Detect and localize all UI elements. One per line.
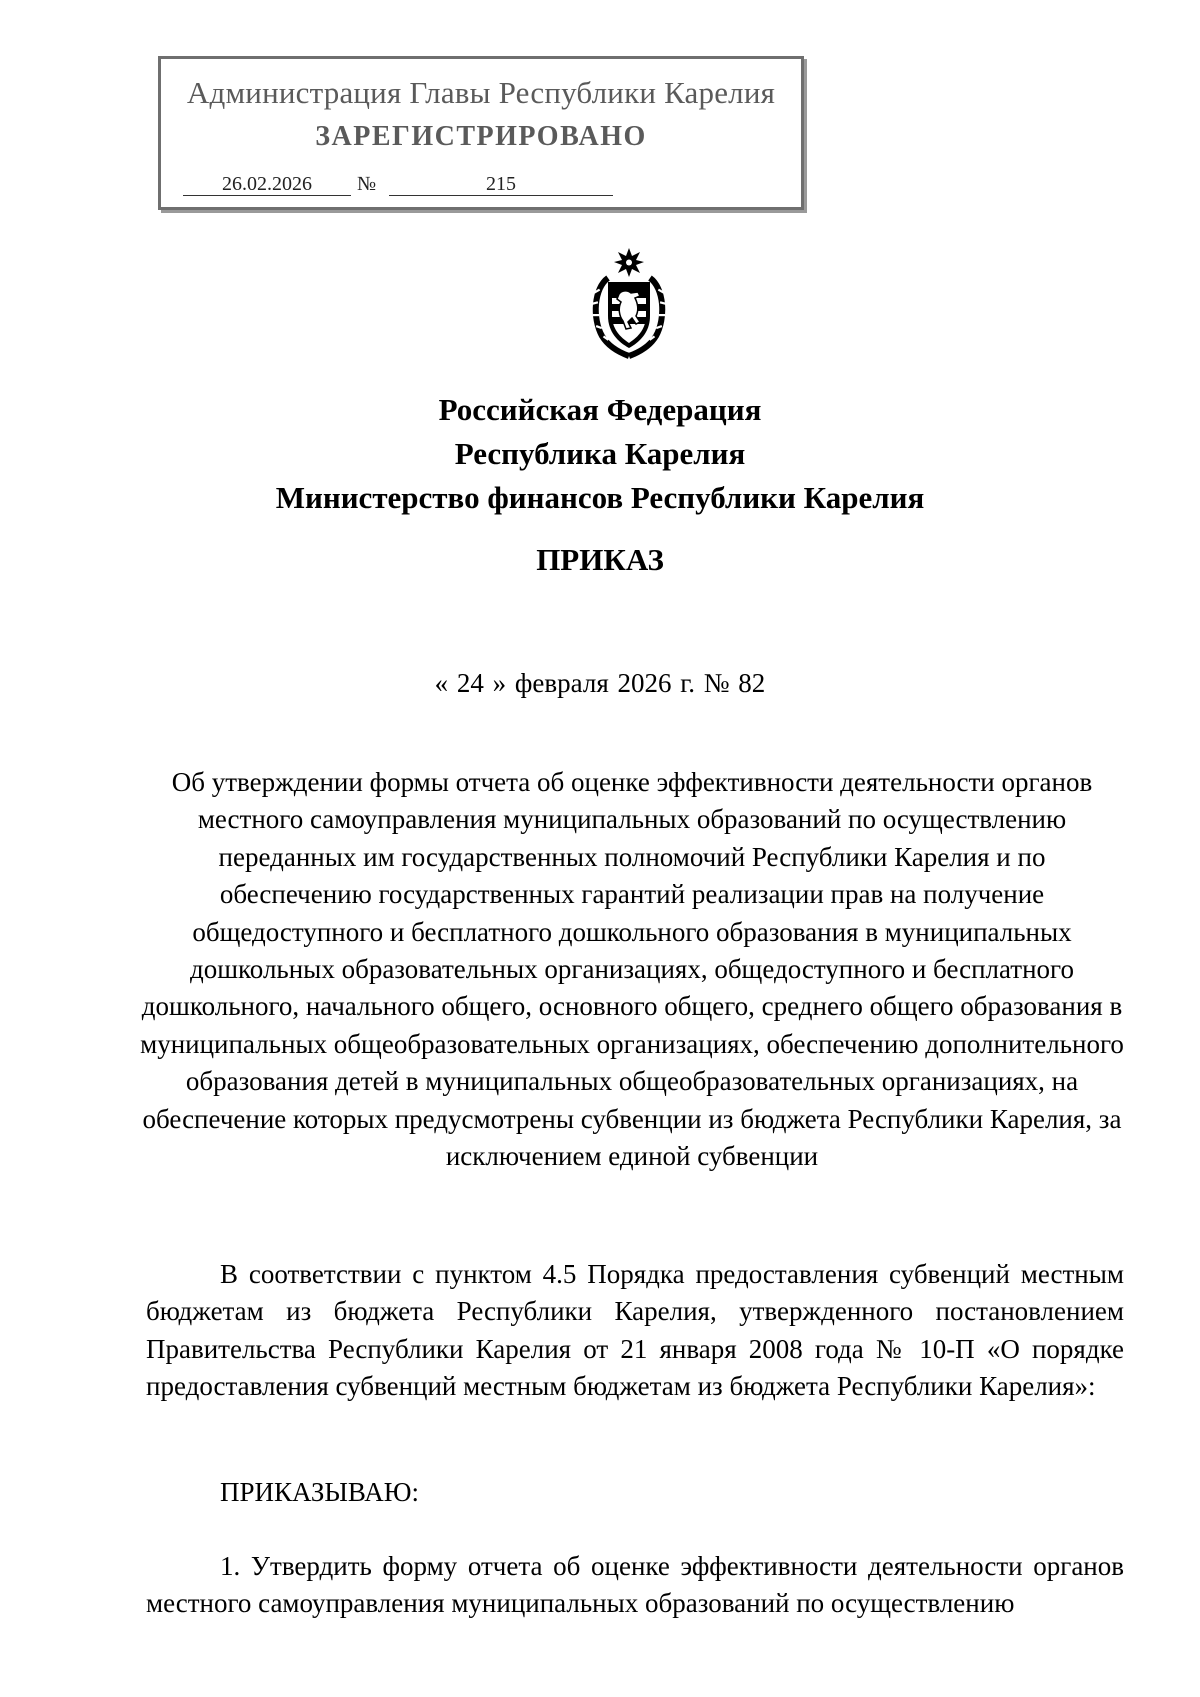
order-item-1: 1. Утвердить форму отчета об оценке эффективности деятельности органов местного самоуправления муниципальных образований по осуществлению [146, 1551, 1124, 1619]
preamble-paragraph: В соответствии с пунктом 4.5 Порядка предоставления субвенций местным бюджетам из бюджета Республики Карелия, утвержденного постановлением Правительства Республики Карелия от 21 января 2008 года № 10-П «О порядке предоставления субвенций местным бюджетам из бюджета Республики Карелия»: [146, 1259, 1124, 1402]
document-header [0, 388, 1200, 520]
registration-stamp [158, 56, 804, 210]
document-type-title: ПРИКАЗ [536, 542, 664, 577]
header-ministry: Министерство финансов Республики Карелия [275, 480, 925, 515]
header-country: Российская Федерация [438, 392, 762, 427]
header-republic: Республика Карелия [454, 436, 746, 471]
stamp-date: 26.02.2026 [183, 173, 351, 196]
stamp-number-sign: № [357, 173, 377, 195]
stamp-status: ЗАРЕГИСТРИРОВАНО [315, 121, 647, 152]
stamp-organization: Администрация Главы Республики Карелия [186, 75, 776, 110]
karelia-coat-of-arms-icon [586, 248, 672, 360]
order-word: ПРИКАЗЫВАЮ: [220, 1477, 419, 1507]
order-subject: Об утверждении формы отчета об оценке эффективности деятельности органов местного самоуправления муниципальных образований по осуществлению переданных им государственных полномочий Республики Карелия и по обеспечению государственных гарантий реализации прав на получение общедоступного и бесплатного дошкольного образования в муниципальных дошкольных образовательных организациях, общедоступного и бесплатного дошкольного, начального общего, основного общего, среднего общего образования в муниципальных общеобразовательных организациях, обеспечению дополнительного образования детей в муниципальных общеобразовательных организациях, на обеспечение которых предусмотрены субвенции из бюджета Республики Карелия, за исключением единой субвенции [140, 767, 1124, 1172]
stamp-number: 215 [389, 173, 613, 196]
order-date-number: « 24 » февраля 2026 г. № 82 [434, 668, 766, 698]
